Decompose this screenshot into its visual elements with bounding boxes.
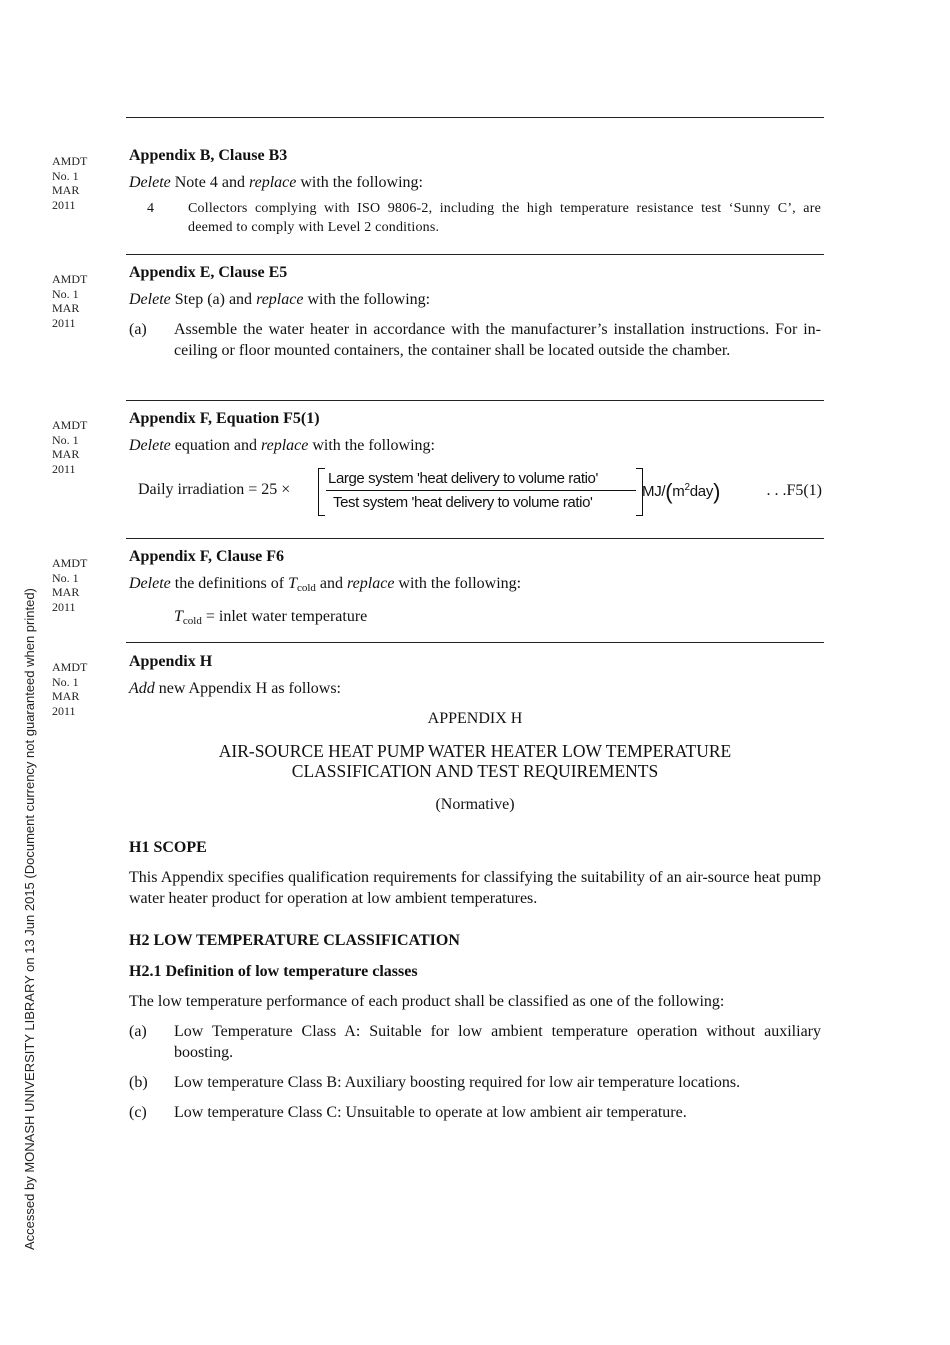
h2-1-heading: H2.1 Definition of low temperature classes [129, 963, 418, 980]
h2-1-text: The low temperature performance of each product shall be classified as one of the following: [129, 993, 725, 1010]
amendment-marker: AMDT No. 1 MAR 2011 [52, 660, 88, 718]
class-item: (b) Low temperature Class B: Auxiliary boosting required for low air temperature locations. [129, 1074, 741, 1091]
divider [126, 642, 824, 643]
note-item: 4 Collectors complying with ISO 9806-2, including the high temperature resistance test ‘Sunny C’, are deemed to comply with Level 2 conditions. [147, 201, 821, 235]
divider [126, 400, 824, 401]
equation-denominator: Test system 'heat delivery to volume ratio' [333, 494, 593, 511]
instruction: Delete the definitions of $T_{cold}$ and replace with the following: [129, 575, 522, 594]
definition: $T_{cold}$ = inlet water temperature [174, 608, 368, 627]
amendment-marker: AMDT No. 1 MAR 2011 [52, 272, 88, 330]
normative-label: (Normative) [435, 796, 515, 813]
class-item: (c) Low temperature Class C: Unsuitable to operate at low ambient air temperature. [129, 1104, 687, 1121]
class-item: (a) Low Temperature Class A: Suitable for low ambient temperature operation without auxiliary boosting. [129, 1023, 821, 1061]
h2-heading: H2 LOW TEMPERATURE CLASSIFICATION [129, 932, 460, 949]
appendix-label: APPENDIX H [427, 710, 523, 727]
equation-number: . . .F5(1) [766, 482, 822, 499]
instruction: Delete Note 4 and replace with the following: [129, 174, 423, 191]
section-heading: Appendix H [129, 653, 213, 670]
section-heading: Appendix E, Clause E5 [129, 264, 288, 281]
h1-text: This Appendix specifies qualification requirements for classifying the suitability of an air-source heat pump water heater product for operation at low ambient temperatures. [129, 869, 821, 907]
section-heading: Appendix F, Equation F5(1) [129, 410, 320, 427]
divider-top [126, 117, 824, 118]
divider [126, 254, 824, 255]
section-f5 [129, 409, 821, 456]
section-heading: Appendix F, Clause F6 [129, 548, 284, 565]
h1-heading: H1 SCOPE [129, 839, 207, 856]
instruction: Delete Step (a) and replace with the following: [129, 291, 431, 308]
equation-unit: $MJ/(m^2day)$ [642, 479, 721, 504]
equation-lhs: Daily irradiation = 25 × [138, 481, 291, 498]
section-heading: Appendix B, Clause B3 [129, 147, 288, 164]
amendment-marker: AMDT No. 1 MAR 2011 [52, 556, 88, 614]
equation-f5-1 [138, 466, 822, 518]
divider [126, 538, 824, 539]
section-h [129, 652, 821, 1123]
instruction: Delete equation and replace with the following: [129, 437, 435, 454]
section-f6 [129, 547, 821, 631]
fraction-line [326, 490, 636, 491]
appendix-title: AIR-SOURCE HEAT PUMP WATER HEATER LOW TEMPERATURE CLASSIFICATION AND TEST REQUIREMENTS [218, 741, 732, 781]
amendment-marker: AMDT No. 1 MAR 2011 [52, 418, 88, 476]
instruction: Add new Appendix H as follows: [129, 680, 341, 697]
section-e5 [129, 263, 821, 361]
left-bracket [318, 468, 325, 516]
amendment-marker: AMDT No. 1 MAR 2011 [52, 154, 88, 212]
equation-numerator: Large system 'heat delivery to volume ratio' [328, 470, 598, 487]
access-watermark: Accessed by MONASH UNIVERSITY LIBRARY on 13 Jun 2015 (Document currency not guaranteed when printed) [22, 588, 37, 1250]
section-b3 [129, 146, 821, 237]
list-item: (a) Assemble the water heater in accordance with the manufacturer’s installation instructions. For in-ceiling or floor mounted containers, the container shall be located outside the chamber. [129, 321, 821, 359]
